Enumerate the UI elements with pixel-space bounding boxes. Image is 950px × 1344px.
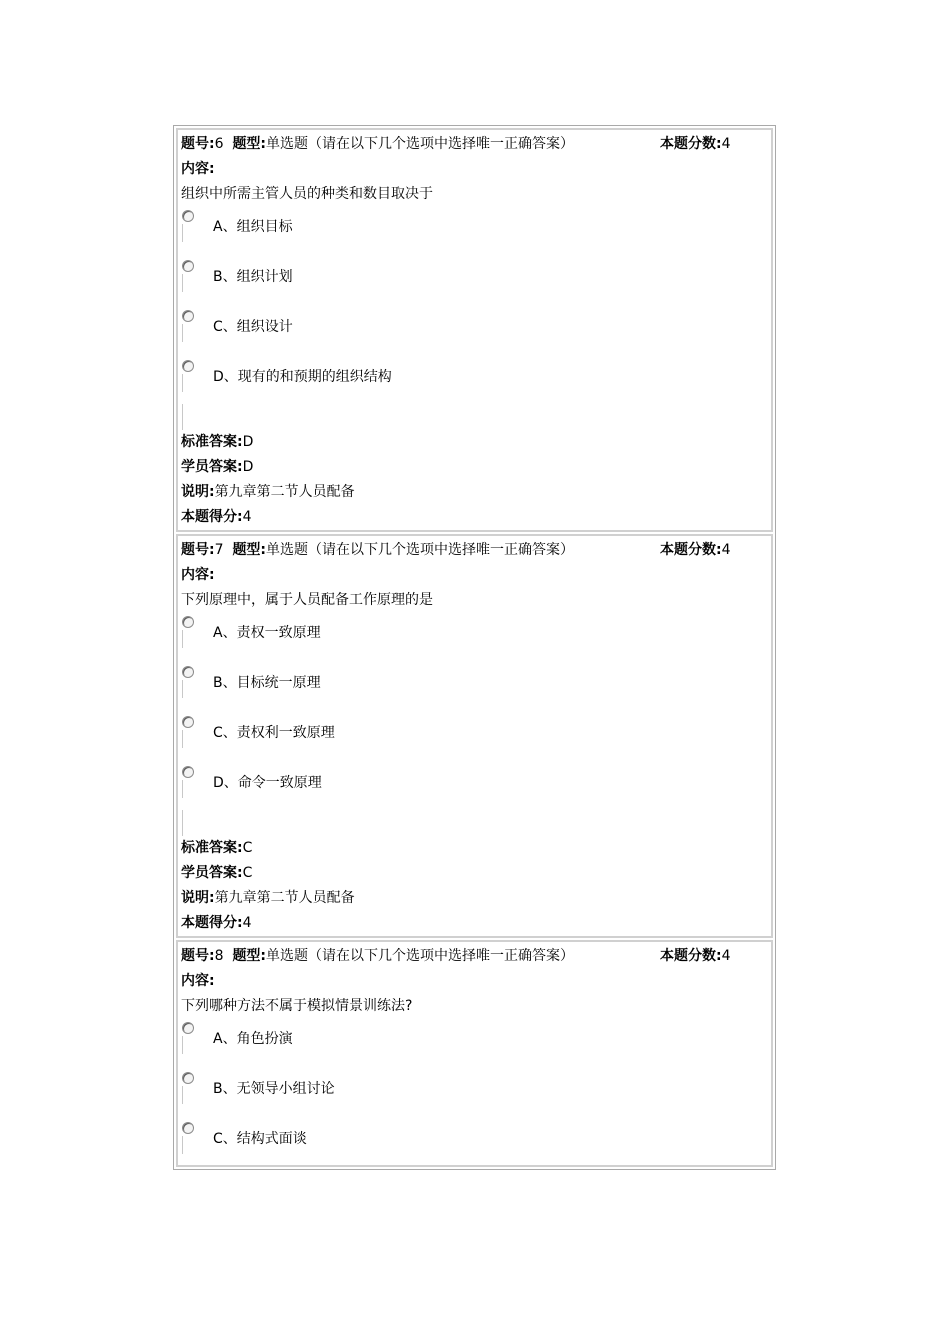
explanation: [181, 483, 355, 501]
radio-option-c[interactable]: [182, 1122, 194, 1134]
num-label: 题号:: [181, 948, 215, 964]
std-label: 标准答案:: [181, 434, 243, 450]
divider: [182, 780, 183, 798]
student-answer: [181, 458, 253, 476]
stu-label: 学员答案:: [181, 459, 243, 475]
score-value: 4: [721, 136, 731, 152]
divider: [182, 224, 183, 242]
note-value: 第九章第二节人员配备: [214, 484, 355, 500]
note-value: 第九章第二节人员配备: [214, 890, 355, 906]
earned-score: [181, 508, 252, 526]
num-label: 题号:: [181, 136, 215, 152]
score-value: 4: [721, 948, 731, 964]
stu-value: D: [242, 459, 254, 475]
divider: [182, 1136, 183, 1154]
option-label: C、责权利一致原理: [213, 725, 335, 741]
score-value: 4: [721, 542, 731, 558]
option-label: A、组织目标: [213, 219, 293, 235]
question-type: 单选题（请在以下几个选项中选择唯一正确答案）: [266, 136, 575, 152]
question-score: [660, 541, 731, 559]
got-label: 本题得分:: [181, 509, 243, 525]
question-block: [176, 940, 773, 1167]
divider: [182, 1036, 183, 1054]
question-content: 下列原理中，属于人员配备工作原理的是: [181, 592, 433, 608]
question-content: 组织中所需主管人员的种类和数目取决于: [181, 186, 433, 202]
got-value: 4: [242, 509, 252, 525]
radio-option-b[interactable]: [182, 260, 194, 272]
std-value: D: [242, 434, 254, 450]
question-score: [660, 947, 731, 965]
option-label: C、结构式面谈: [213, 1131, 307, 1147]
standard-answer: [181, 839, 252, 857]
stu-value: C: [242, 865, 253, 881]
earned-score: [181, 914, 252, 932]
option-label: C、组织设计: [213, 319, 293, 335]
radio-option-c[interactable]: [182, 310, 194, 322]
divider: [182, 810, 183, 836]
radio-option-d[interactable]: [182, 766, 194, 778]
std-label: 标准答案:: [181, 840, 243, 856]
type-label: 题型:: [232, 542, 267, 558]
note-label: 说明:: [181, 890, 215, 906]
got-value: 4: [242, 915, 252, 931]
option-label: A、责权一致原理: [213, 625, 321, 641]
explanation: [181, 889, 355, 907]
content-label: 内容:: [181, 161, 215, 177]
divider: [182, 324, 183, 342]
option-label: B、无领导小组讨论: [213, 1081, 335, 1097]
question-number: 8: [214, 948, 224, 964]
std-value: C: [242, 840, 253, 856]
type-label: 题型:: [232, 948, 267, 964]
question-header: [181, 135, 574, 153]
num-label: 题号:: [181, 542, 215, 558]
question-content: 下列哪种方法不属于模拟情景训练法?: [181, 998, 413, 1014]
question-header: [181, 541, 574, 559]
question-number: 6: [214, 136, 224, 152]
radio-option-b[interactable]: [182, 666, 194, 678]
radio-option-d[interactable]: [182, 360, 194, 372]
divider: [182, 730, 183, 748]
divider: [182, 680, 183, 698]
divider: [182, 630, 183, 648]
option-label: D、命令一致原理: [213, 775, 322, 791]
score-label: 本题分数:: [660, 948, 722, 964]
radio-option-a[interactable]: [182, 1022, 194, 1034]
radio-option-b[interactable]: [182, 1072, 194, 1084]
question-block: [176, 534, 773, 938]
standard-answer: [181, 433, 253, 451]
radio-option-c[interactable]: [182, 716, 194, 728]
question-score: [660, 135, 731, 153]
type-label: 题型:: [232, 136, 267, 152]
radio-option-a[interactable]: [182, 616, 194, 628]
divider: [182, 1086, 183, 1104]
option-label: B、组织计划: [213, 269, 293, 285]
question-block: [176, 128, 773, 532]
got-label: 本题得分:: [181, 915, 243, 931]
divider: [182, 274, 183, 292]
score-label: 本题分数:: [660, 542, 722, 558]
divider: [182, 374, 183, 392]
question-type: 单选题（请在以下几个选项中选择唯一正确答案）: [266, 948, 575, 964]
question-header: [181, 947, 574, 965]
note-label: 说明:: [181, 484, 215, 500]
content-label: 内容:: [181, 567, 215, 583]
content-label: 内容:: [181, 973, 215, 989]
divider: [182, 404, 183, 430]
question-type: 单选题（请在以下几个选项中选择唯一正确答案）: [266, 542, 575, 558]
option-label: D、现有的和预期的组织结构: [213, 369, 392, 385]
option-label: A、角色扮演: [213, 1031, 293, 1047]
radio-option-a[interactable]: [182, 210, 194, 222]
score-label: 本题分数:: [660, 136, 722, 152]
student-answer: [181, 864, 252, 882]
option-label: B、目标统一原理: [213, 675, 321, 691]
exam-sheet: [173, 125, 776, 1170]
stu-label: 学员答案:: [181, 865, 243, 881]
question-number: 7: [214, 542, 224, 558]
